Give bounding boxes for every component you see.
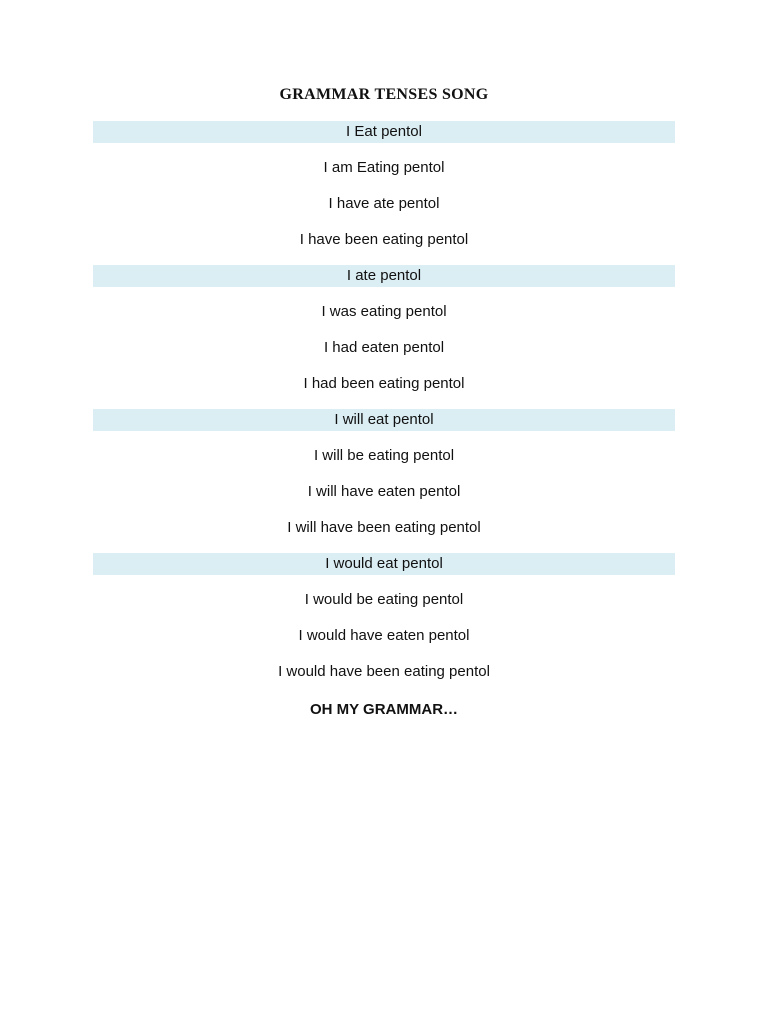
- closing-line: OH MY GRAMMAR…: [309, 701, 459, 718]
- song-line-highlighted: I Eat pentol: [93, 121, 675, 143]
- song-line: I was eating pentol: [321, 303, 447, 320]
- song-line: I had been eating pentol: [303, 375, 465, 392]
- song-line-highlighted: I would eat pentol: [93, 553, 675, 575]
- song-line: I will have been eating pentol: [287, 519, 481, 536]
- song-line: I would have eaten pentol: [298, 627, 470, 644]
- document-title: GRAMMAR TENSES SONG: [279, 86, 489, 103]
- song-line: I will be eating pentol: [313, 447, 455, 464]
- song-line-highlighted: I will eat pentol: [93, 409, 675, 431]
- song-line: I had eaten pentol: [323, 339, 445, 356]
- song-lines: [93, 121, 675, 697]
- song-line-highlighted: I ate pentol: [93, 265, 675, 287]
- song-line: I would be eating pentol: [304, 591, 464, 608]
- song-line: I have ate pentol: [328, 195, 440, 212]
- song-line: I would have been eating pentol: [278, 663, 490, 680]
- song-line: I have been eating pentol: [299, 231, 469, 248]
- song-line: I will have eaten pentol: [307, 483, 461, 500]
- song-line: I am Eating pentol: [323, 159, 445, 176]
